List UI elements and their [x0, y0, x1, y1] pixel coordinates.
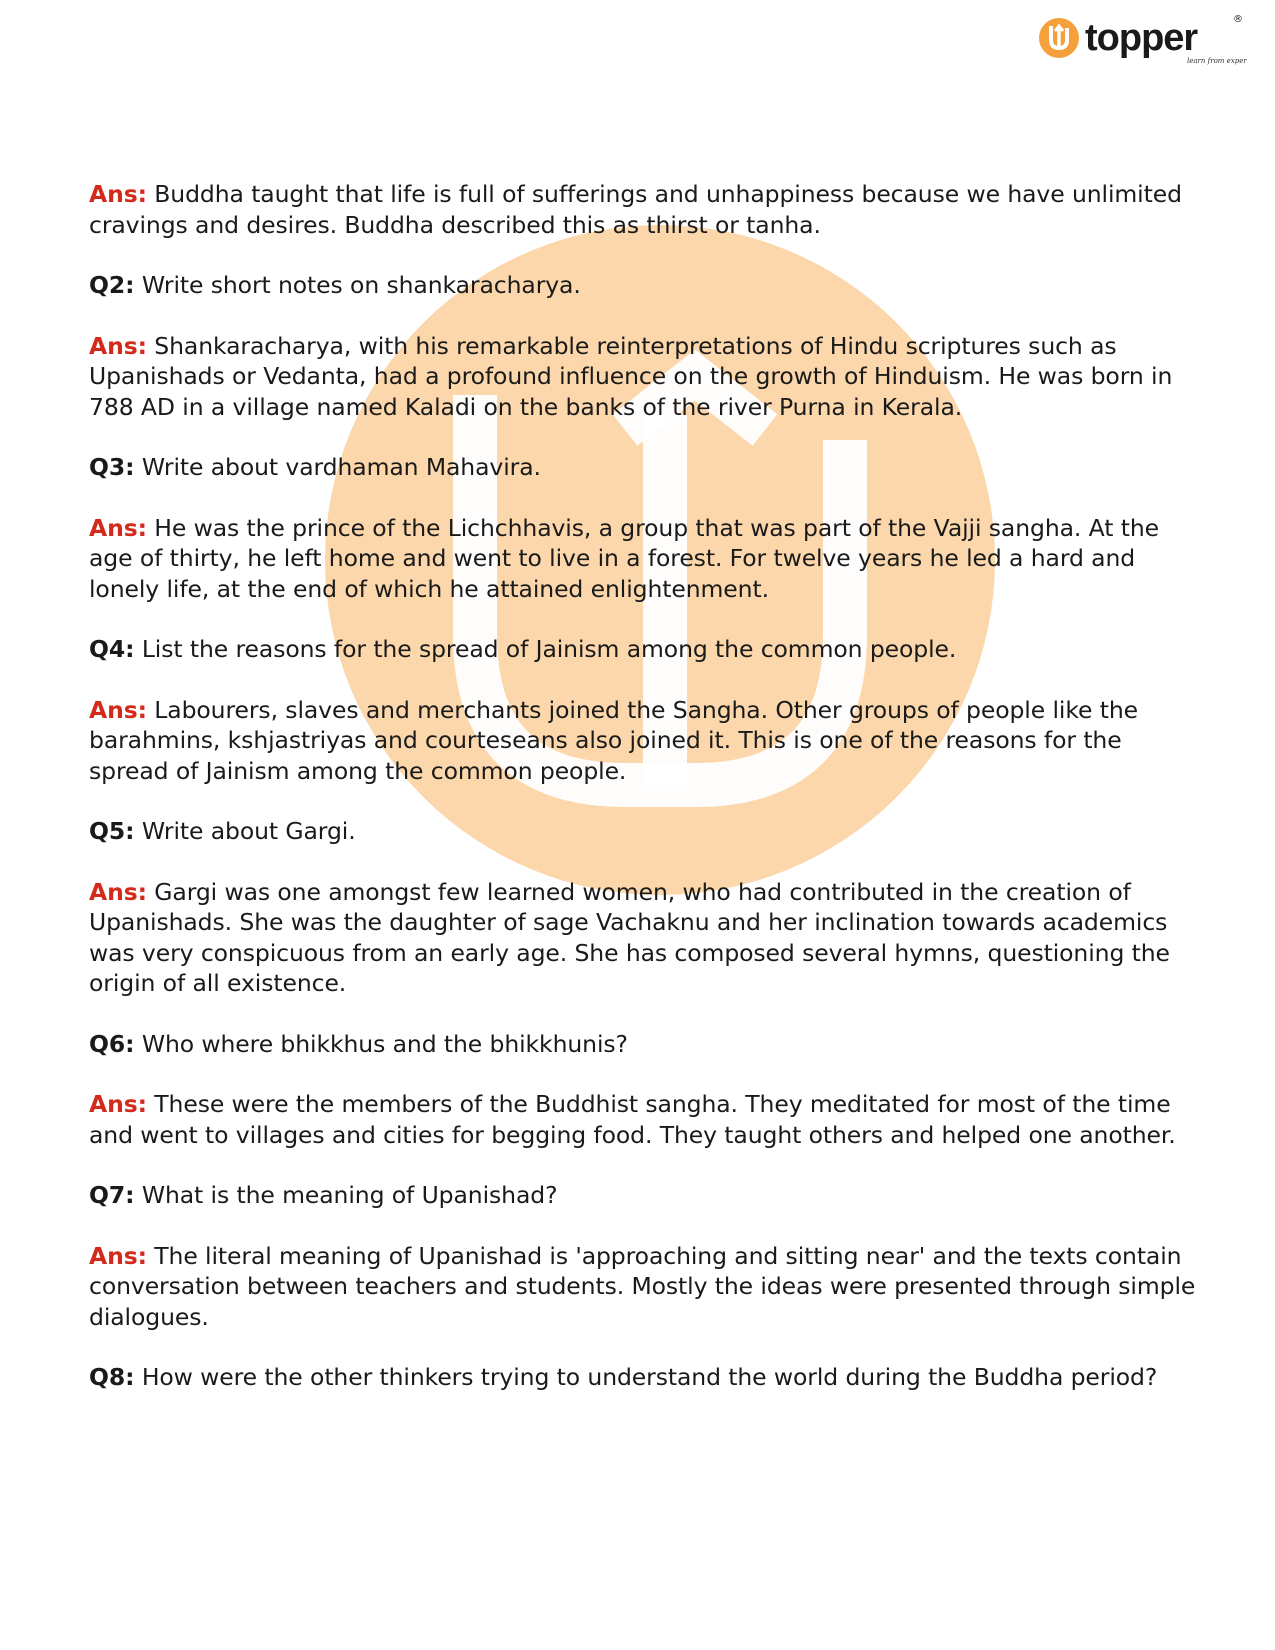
answer-block: Ans: The literal meaning of Upanishad is 'approaching and sitting near' and the texts contain conversation between teachers and students. Mostly the ideas were presented through simple dialogues.: [89, 1241, 1196, 1331]
svg-text:®: ®: [1233, 14, 1243, 25]
question-block: Q4: List the reasons for the spread of Jainism among the common people.: [89, 635, 957, 663]
question-block: Q8: How were the other thinkers trying to understand the world during the Buddha period?: [89, 1363, 1158, 1391]
answer-block: Ans: Gargi was one amongst few learned women, who had contributed in the creation of Upanishads. She was the daughter of sage Vachaknu and her inclination towards academics was very conspicuous from an early age. She has composed several hymns, questioning the origin of all existence.: [89, 877, 1170, 997]
topper-logo[interactable]: [1037, 8, 1247, 68]
answer-block: Ans: These were the members of the Buddhist sangha. They meditated for most of the time and went to villages and cities for begging food. They taught others and helped one another.: [89, 1090, 1176, 1149]
qa-content: [89, 179, 1199, 1423]
question-block: Q2: Write short notes on shankaracharya.: [89, 271, 581, 299]
answer-block: Ans: He was the prince of the Lichchhavis, a group that was part of the Vajji sangha. At the age of thirty, he left home and went to live in a forest. For twelve years he led a hard and lonely life, at the end of which he attained enlightenment.: [89, 513, 1159, 603]
question-block: Q3: Write about vardhaman Mahavira.: [89, 453, 541, 481]
question-block: Q5: Write about Gargi.: [89, 817, 356, 845]
answer-block: Ans: Shankaracharya, with his remarkable reinterpretations of Hindu scriptures such as Upanishads or Vedanta, had a profound influence on the growth of Hinduism. He was born in 788 AD in a village named Kaladi on the banks of the river Purna in Kerala.: [89, 331, 1173, 421]
answer-block: Ans: Buddha taught that life is full of sufferings and unhappiness because we have unlimited cravings and desires. Buddha described this as thirst or tanha.: [89, 180, 1182, 239]
question-block: Q7: What is the meaning of Upanishad?: [89, 1181, 558, 1209]
question-block: Q6: Who where bhikkhus and the bhikkhunis?: [89, 1029, 628, 1058]
brand-tagline: learn from experts: [1187, 57, 1247, 65]
topper-logo-icon: [1037, 8, 1247, 68]
brand-name: topper: [1085, 17, 1198, 59]
answer-block: Ans: Labourers, slaves and merchants joined the Sangha. Other groups of people like the barahmins, kshjastriyas and courteseans also joined it. This is one of the reasons for the spread of Jainism among the common people.: [89, 695, 1138, 785]
